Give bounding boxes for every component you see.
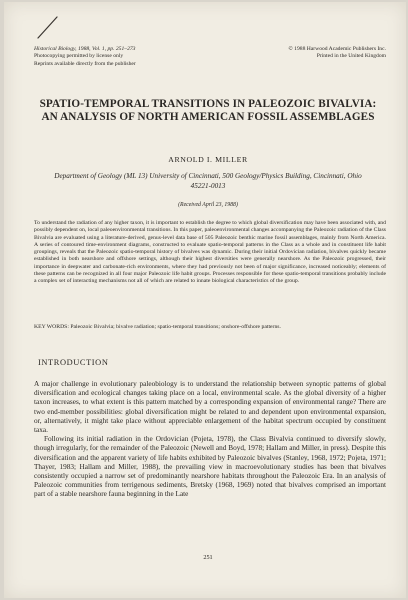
received-date: (Received April 23, 1988) [178, 202, 238, 208]
photocopy-notice: Photocopying permitted by license only [34, 53, 124, 60]
reprints-notice: Reprints available directly from the publisher [34, 60, 136, 67]
page-number: 251 [203, 554, 213, 561]
journal-citation: Historical Biology, 1988, Vol. 1, pp. 251–273 [34, 46, 136, 52]
article-title: SPATIO-TEMPORAL TRANSITIONS IN PALEOZOIC BIVALVIA: AN ANALYSIS OF NORTH AMERICAN FOSSIL ASSEMBLAGES [39, 98, 377, 123]
author-affiliation: Department of Geology (ML 13) University of Cincinnati, 500 Geology/Physics Building, Cincinnati, Ohio 45221-0013 [54, 172, 362, 190]
printed-in-line: Printed in the United Kingdom [316, 53, 386, 60]
introduction-body [34, 380, 386, 499]
section-heading: INTRODUCTION [38, 358, 109, 367]
author-name: ARNOLD I. MILLER [168, 155, 248, 164]
publication-info [34, 46, 224, 68]
journal-page [4, 2, 406, 598]
copyright-info [224, 46, 386, 61]
abstract: To understand the radiation of any higher taxon, it is important to establish the degree to which global diversification may have been associated with, and possibly dependent on, local paleoenvironmental transitions. In this paper, paleoenvironmental changes accompanying the Paleozoic radiation of the Class Bivalvia are evaluated using a literature-derived, genus-level data base of 505 Paleozoic benthic marine fossil assemblages, mainly from North America. A series of contoured time-environment diagrams, constructed to evaluate spatio-temporal patterns in the Class as a whole and in constituent life habit groupings, reveals that the Paleozoic spatio-temporal history of bivalves was dynamic. During their initial Ordovician radiation, bivalves quickly became established in both nearshore and offshore settings, although their highest diversities were generally nearshore. As the Paleozoic progressed, their importance in deepwater and carbonate-rich environments, where they had previously not been of major significance, increased noticeably; elements of these patterns can be recognized in all four major Paleozoic life habit groups. Processes responsible for these spatio-temporal transitions probably include a complex set of interacting mechanisms not all of which are related to innate biological characteristics of the group. [34, 220, 386, 284]
keywords: KEY WORDS: Paleozoic Bivalvia; bivalve radiation; spatio-temporal transitions; onshore-offshore patterns. [34, 324, 281, 330]
copyright-line: © 1988 Harwood Academic Publishers Inc. [288, 46, 386, 52]
paragraph: Following its initial radiation in the Ordovician (Pojeta, 1978), the Class Bivalvia continued to diversify slowly, though irregularly, for the remainder of the Paleozoic (Newell and Boyd, 1978; Hallam and Miller, in press). Despite this diversification and the apparent variety of life habits exhibited by Paleozoic bivalves (Stanley, 1968, 1972; Pojeta, 1971; Thayer, 1983; Hallam and Miller, 1988), the prevailing view in macroevolutionary studies has been that bivalves consistently occupied a narrow set of predominantly nearshore habitats throughout the Paleozoic Era. In an analysis of Paleozoic communities from terrigenous sediments, Bretsky (1968, 1969) noted that bivalves comprised an important part of a stable nearshore fauna beginning in the Late [34, 435, 386, 499]
paragraph: A major challenge in evolutionary paleobiology is to understand the relationship between synoptic patterns of global diversification and ecological changes taking place on a local, environmental scale. As the global diversity of a higher taxon increases, to what extent is this pattern matched by a corresponding expansion of environmental range? There are two end-member possibilities: global diversification might be related to and dependent upon environmental expansion, or, alternatively, it might take place without appreciable enlargement of the habitat spectrum occupied by constituent taxa. [34, 380, 386, 434]
handwritten-slash-mark [35, 16, 59, 40]
